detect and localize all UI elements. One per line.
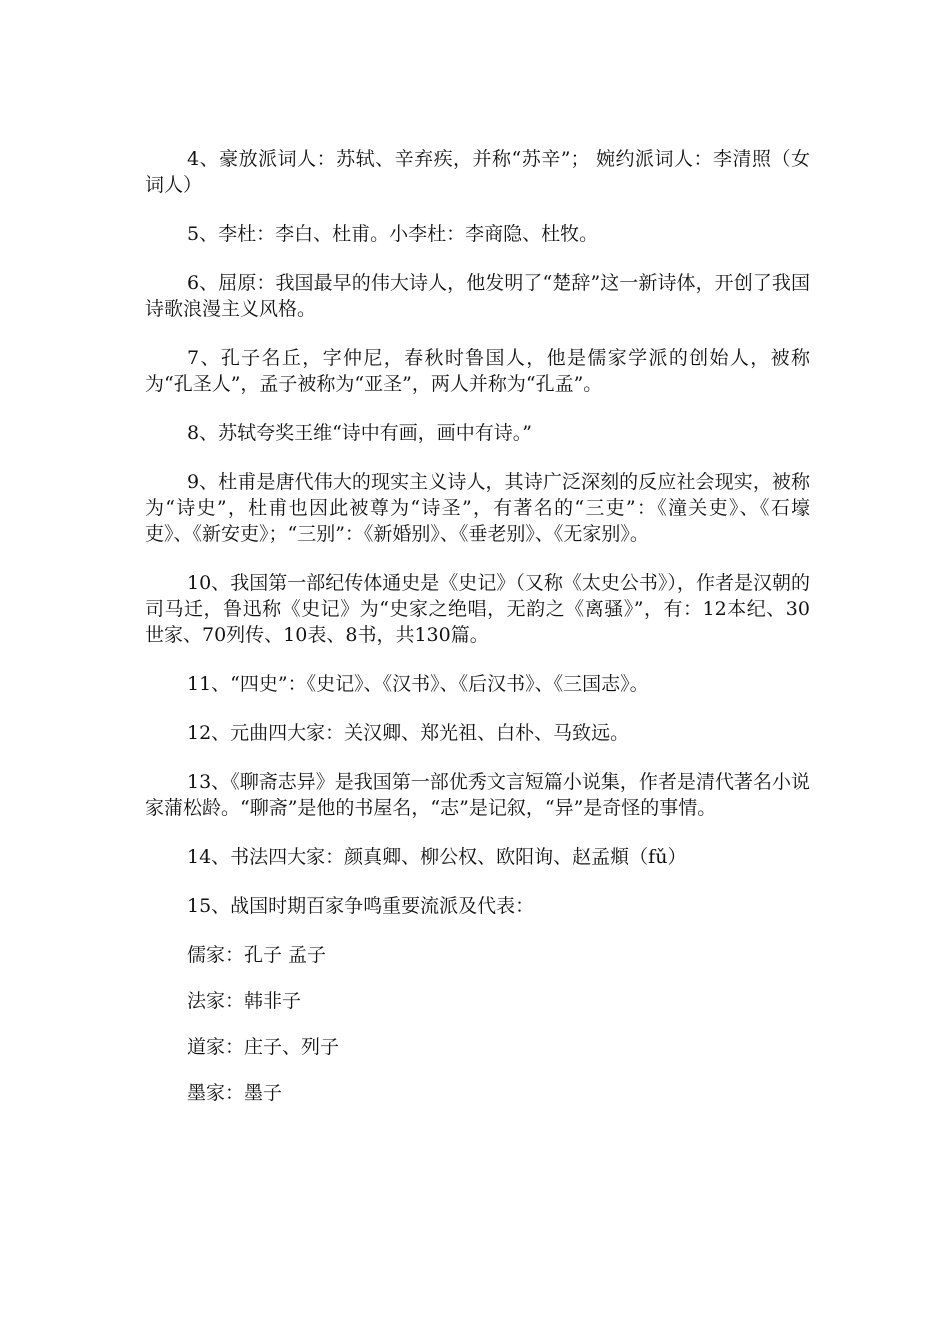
school-confucianism: 儒家：孔子 孟子 (187, 944, 327, 966)
paragraph-9: 9、杜甫是唐代伟大的现实主义诗人，其诗广泛深刻的反应社会现实，被称为“诗史”，杜甫也因此被尊为“诗圣”，有著名的“三吏”：《潼关吏》、《石壕吏》、《新安吏》；“三别”：《新婚别》、《垂老别》、《无家别》。 (145, 471, 810, 545)
school-legalism: 法家：韩非子 (187, 990, 302, 1012)
paragraph-10: 10、我国第一部纪传体通史是《史记》（又称《太史公书》），作者是汉朝的司马迁，鲁迅称《史记》为“史家之绝唱，无韵之《离骚》”，有：12本纪、30世家、70列传、10表、8书，共130篇。 (145, 572, 810, 646)
paragraph-6: 6、屈原：我国最早的伟大诗人，他发明了“楚辞”这一新诗体，开创了我国诗歌浪漫主义风格。 (145, 272, 810, 320)
school-taoism: 道家：庄子、列子 (187, 1036, 340, 1058)
paragraph-4: 4、豪放派词人：苏轼、辛弃疾，并称“苏辛”； 婉约派词人：李清照（女词人） (145, 148, 810, 196)
paragraph-14: 14、书法四大家：颜真卿、柳公权、欧阳询、赵孟頫（fǔ） (187, 846, 687, 868)
paragraph-8: 8、苏轼夸奖王维“诗中有画，画中有诗。” (187, 422, 533, 444)
paragraph-13: 13、《聊斋志异》是我国第一部优秀文言短篇小说集，作者是清代著名小说家蒲松龄。“聊斋”是他的书屋名，“志”是记叙，“异”是奇怪的事情。 (145, 771, 810, 819)
paragraph-11: 11、“四史”：《史记》、《汉书》、《后汉书》、《三国志》。 (187, 673, 649, 695)
paragraph-5: 5、李杜：李白、杜甫。小李杜：李商隐、杜牧。 (187, 223, 599, 245)
paragraph-7: 7、孔子名丘，字仲尼，春秋时鲁国人，他是儒家学派的创始人，被称为“孔圣人”，孟子被称为“亚圣”，两人并称为“孔孟”。 (145, 347, 810, 395)
paragraph-12: 12、元曲四大家：关汉卿、郑光祖、白朴、马致远。 (187, 722, 630, 744)
document-body (145, 146, 810, 1126)
paragraph-15: 15、战国时期百家争鸣重要流派及代表： (187, 895, 535, 917)
school-mohism: 墨家：墨子 (187, 1082, 283, 1104)
